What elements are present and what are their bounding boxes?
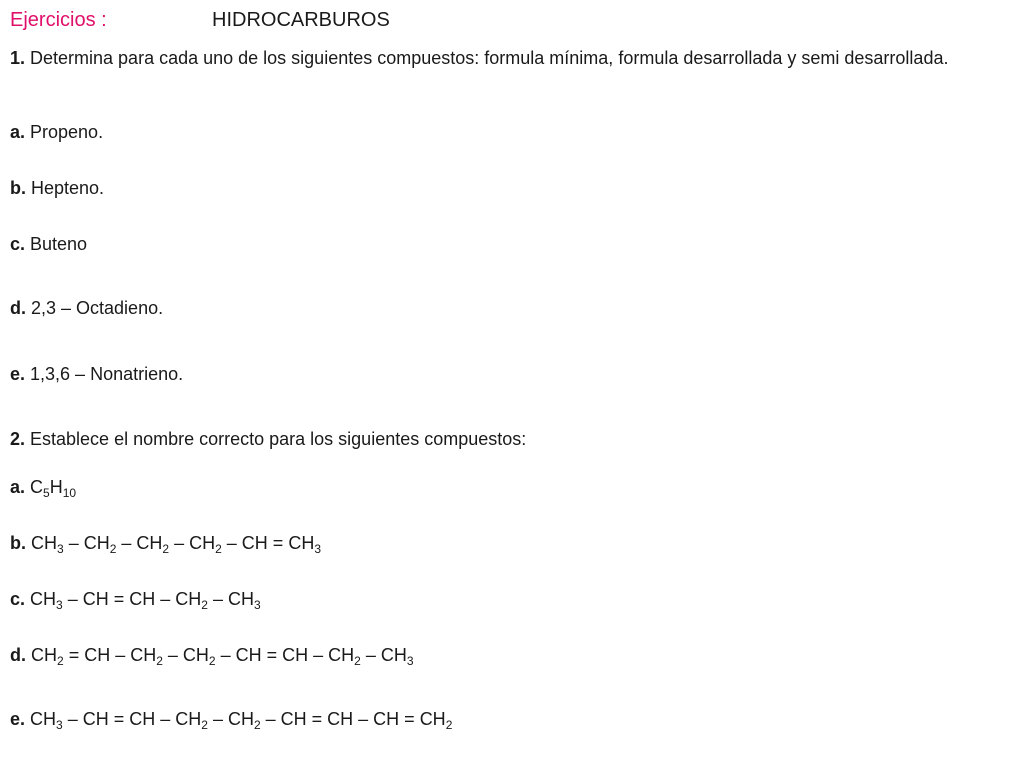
q1-item-b <box>10 176 104 200</box>
title-colon: : <box>95 9 107 31</box>
q1-item-letter: a. <box>10 122 26 142</box>
q1-item-a <box>10 120 103 144</box>
q2-item-a <box>10 475 76 499</box>
q2-item-letter: d. <box>10 645 26 665</box>
q1-item-letter: c. <box>10 234 26 254</box>
question-1 <box>10 45 1010 72</box>
q2-item-formula: $CH_3$ – CH = CH – $CH_2 - CH_3$ <box>25 589 261 612</box>
q2-item-formula: $CH_3$ – CH = CH – $CH_2 - CH_2$ – CH = CH – CH = $CH_2$ <box>25 709 453 732</box>
q2-item-letter: b. <box>10 533 26 553</box>
question-1-number: 1. <box>10 48 26 68</box>
title-topic: HIDROCARBUROS <box>212 9 390 31</box>
q2-item-formula: $CH_3 - CH_2 - CH_2 - CH_2$ – CH = $CH_3$ <box>26 533 322 556</box>
q2-item-e <box>10 707 452 731</box>
question-2-text: Establece el nombre correcto para los siguientes compuestos: <box>25 429 527 449</box>
q2-item-formula: $CH_2$ = CH – $CH_2 - CH_2$ – CH = CH – $CH_2 - CH_3$ <box>26 645 414 668</box>
q1-item-d <box>10 296 163 320</box>
q2-item-letter: c. <box>10 589 26 609</box>
question-2-number: 2. <box>10 429 26 449</box>
q1-item-text: Buteno <box>25 234 88 254</box>
q2-item-b <box>10 531 321 555</box>
q1-item-text: Hepteno. <box>26 178 105 198</box>
title-label: Ejercicios <box>10 9 96 31</box>
q2-item-letter: a. <box>10 477 26 497</box>
q1-item-c <box>10 232 87 256</box>
q1-item-text: 2,3 – Octadieno. <box>26 298 164 318</box>
question-2 <box>10 427 526 451</box>
q2-item-formula: $C_5H_{10}$ <box>25 477 77 500</box>
q1-item-letter: d. <box>10 298 26 318</box>
question-1-text: Determina para cada uno de los siguientes compuestos: formula mínima, formula desarrollada y semi desarrollada. <box>25 48 949 68</box>
q1-item-letter: e. <box>10 364 26 384</box>
q1-item-letter: b. <box>10 178 26 198</box>
q2-item-letter: e. <box>10 709 26 729</box>
q1-item-text: 1,3,6 – Nonatrieno. <box>25 364 184 384</box>
page-title <box>10 8 390 32</box>
q2-item-c <box>10 587 261 611</box>
q2-item-d <box>10 643 414 667</box>
q1-item-text: Propeno. <box>25 122 104 142</box>
q1-item-e <box>10 362 183 386</box>
